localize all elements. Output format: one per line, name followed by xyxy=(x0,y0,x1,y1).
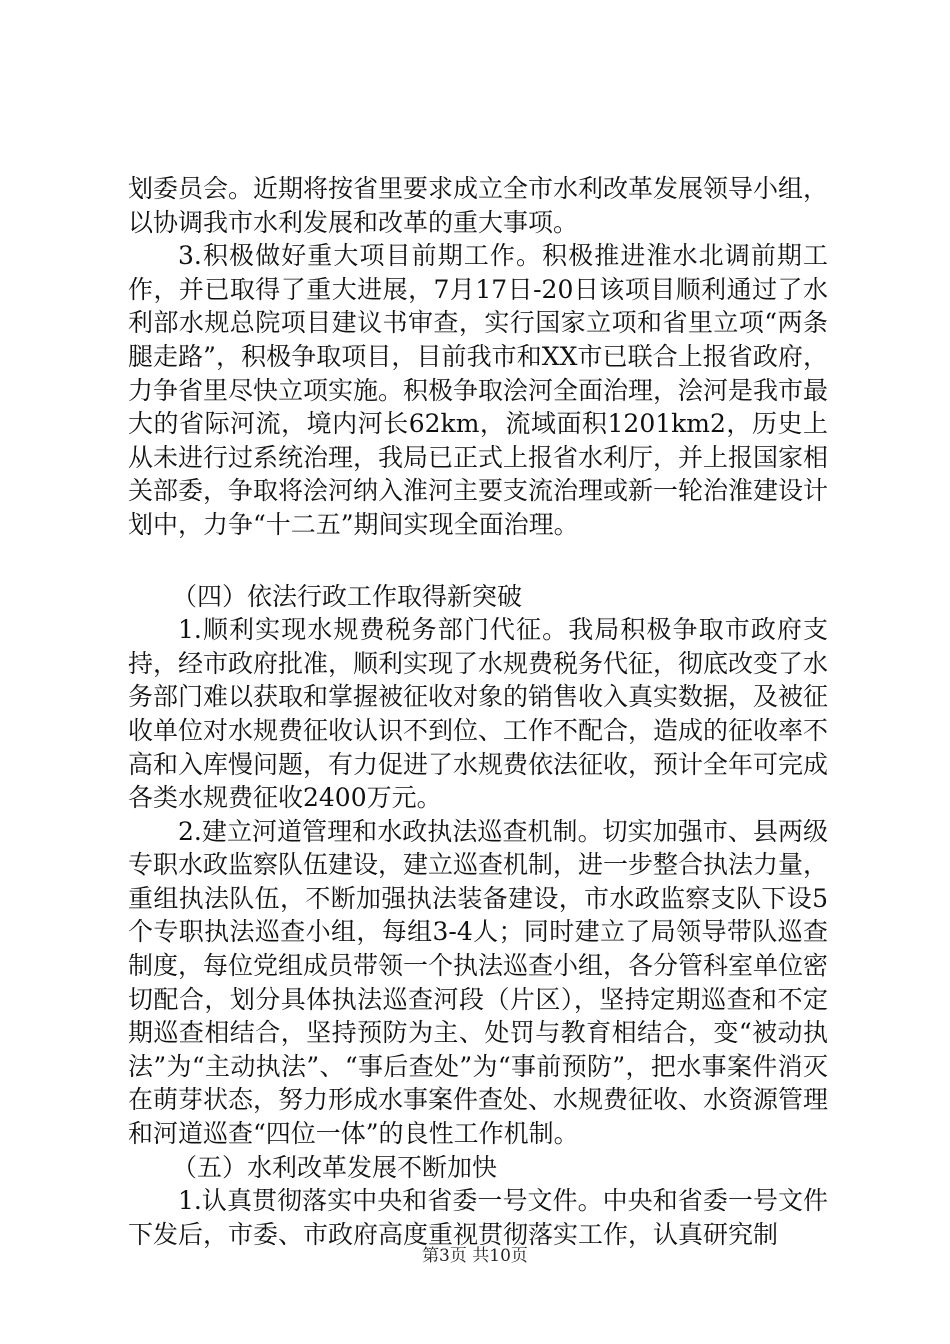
section-heading-5: （五）水利改革发展不断加快 xyxy=(172,1152,498,1182)
paragraph-item-2: 2.建立河道管理和水政执法巡查机制。切实加强市、县两级专职水政监察队伍建设，建立巡查机制，进一步整合执法力量，重组执法队伍，不断加强执法装备建设，市水政监察支队下设5个专职执法巡查小组，每组3-4人；同时建立了局领导带队巡查制度，每位党组成员带领一个执法巡查小组，各分管科室单位密切配合，划分具体执法巡查河段（片区），坚持定期巡查和不定期巡查相结合，坚持预防为主、处罚与教育相结合，变“被动执法”为“主动执法”、“事后查处”为“事前预防”，把水事案件消灭在萌芽状态，努力形成水事案件查处、水规费征收、水资源管理和河道巡查“四位一体”的良性工作机制。 xyxy=(128,816,829,1149)
page-number: 第3页 共10页 xyxy=(422,1246,528,1266)
document-body xyxy=(128,172,828,1251)
paragraph-item-3: 3.积极做好重大项目前期工作。积极推进淮水北调前期工作，并已取得了重大进展，7月17日-20日该项目顺利通过了水利部水规总院项目建议书审查，实行国家立项和省里立项“两条腿走路”，积极争取项目，目前我市和XX市已联合上报省政府，力争省里尽快立项实施。积极争取浍河全面治理，浍河是我市最大的省际河流，境内河长62km，流域面积1201km2，历史上从未进行过系统治理，我局已正式上报省水利厅，并上报国家相关部委，争取将浍河纳入淮河主要支流治理或新一轮治淮建设计划中，力争“十二五”期间实现全面治理。 xyxy=(128,241,829,539)
section-gap xyxy=(128,542,828,580)
paragraph-item-1b: 1.认真贯彻落实中央和省委一号文件。中央和省委一号文件下发后，市委、市政府高度重视贯彻落实工作，认真研究制 xyxy=(128,1186,828,1249)
paragraph-item-1: 1.顺利实现水规费税务部门代征。我局积极争取市政府支持，经市政府批准，顺利实现了水规费税务代征，彻底改变了水务部门难以获取和掌握被征收对象的销售收入真实数据，及被征收单位对水规费征收认识不到位、工作不配合，造成的征收率不高和入库慢问题，有力促进了水规费依法征收，预计全年可完成各类水规费征收2400万元。 xyxy=(128,615,829,813)
section-heading-4: （四）依法行政工作取得新突破 xyxy=(172,581,523,611)
paragraph-continuation: 划委员会。近期将按省里要求成立全市水利改革发展领导小组，以协调我市水利发展和改革的重大事项。 xyxy=(128,174,829,237)
